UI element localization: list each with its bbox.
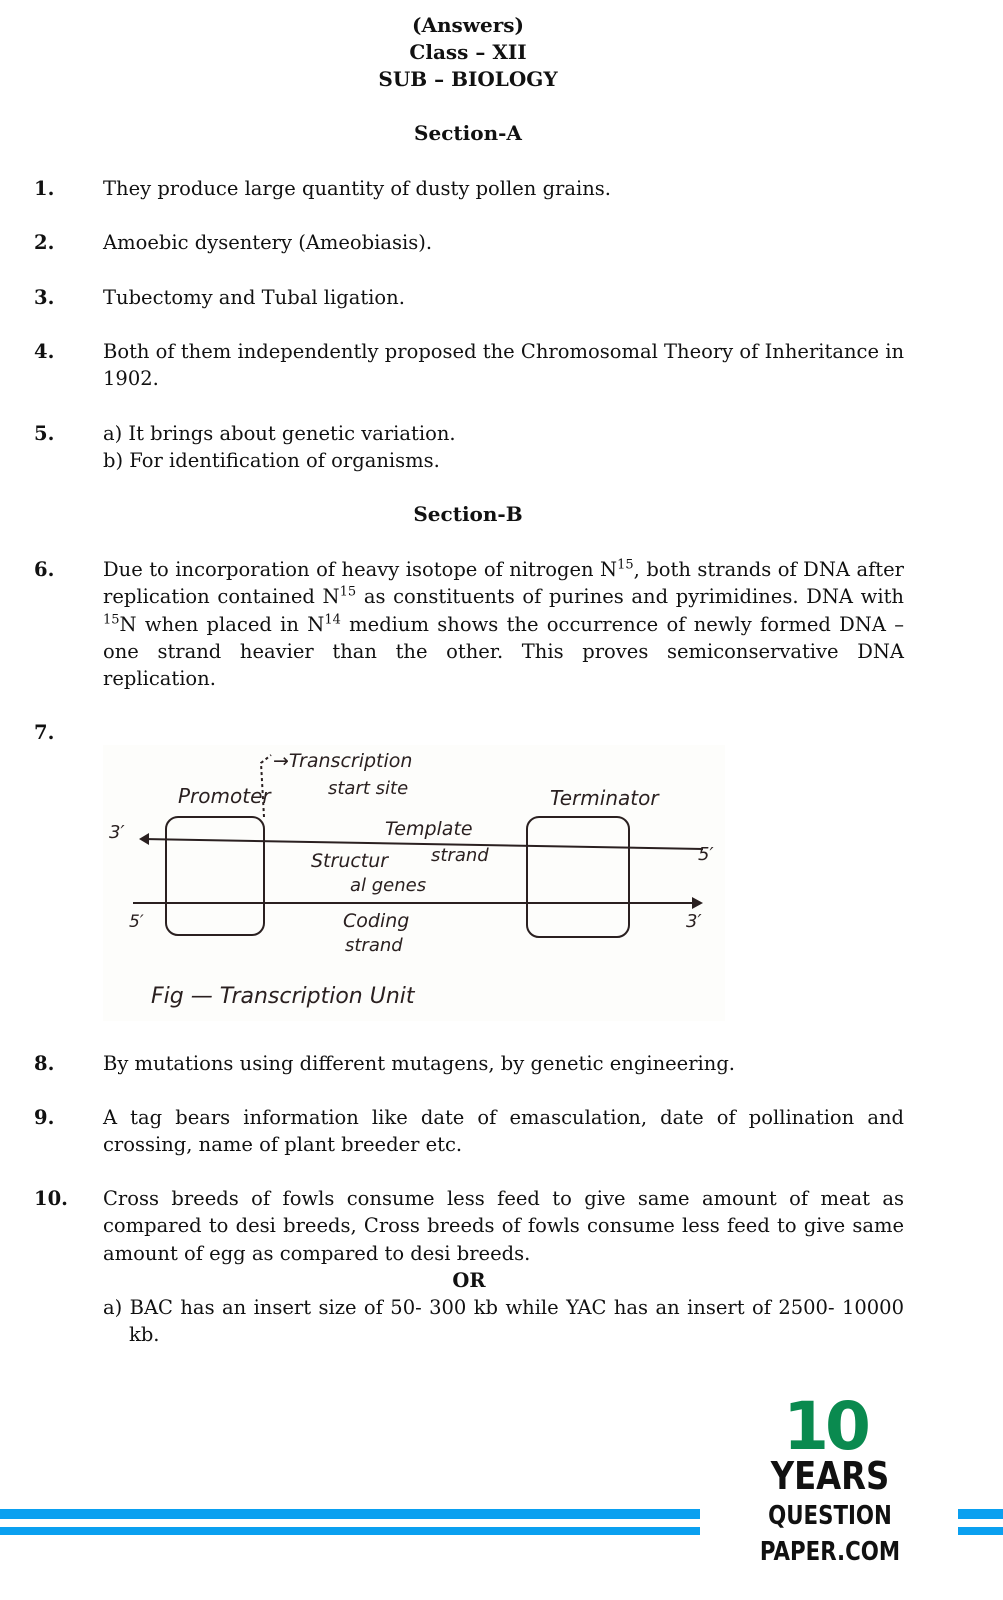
logo-site: QUESTION PAPER.COM: [759, 1501, 901, 1567]
answer-text-a: a) It brings about genetic variation.: [103, 422, 456, 445]
answer-8: [34, 1050, 904, 1077]
promoter-label: Promoter: [178, 784, 271, 808]
answer-text: Both of them independently proposed the Chromosomal Theory of Inheritance in 1902.: [103, 340, 904, 391]
template-label: Template: [385, 818, 473, 840]
figure-caption: Fig — Transcription Unit: [151, 984, 415, 1009]
arrow-left-icon: [139, 833, 149, 845]
answer-text-b: b) For identification of organisms.: [103, 449, 440, 473]
answer-number: 6.: [34, 558, 55, 581]
answer-10: [34, 1185, 904, 1349]
answer-number: 9.: [34, 1106, 55, 1129]
stripe-top-right: [958, 1509, 1003, 1519]
answer-number: 3.: [34, 286, 55, 309]
five-prime-left: 5′: [129, 912, 144, 932]
answer-3: [34, 284, 904, 311]
header-answers: (Answers): [412, 13, 524, 37]
five-prime-right: 5′: [698, 844, 714, 865]
terminator-box: [527, 817, 629, 937]
stripe-bottom-right: [958, 1527, 1003, 1535]
answer-number: 10.: [34, 1187, 68, 1210]
or-label: OR: [452, 1268, 486, 1292]
answer-text: They produce large quantity of dusty pollen grains.: [103, 177, 611, 200]
three-prime-left: 3′: [109, 822, 125, 843]
coding-label-2: strand: [345, 935, 403, 956]
answer-1: [34, 175, 904, 202]
tss-label-2: start site: [328, 778, 409, 799]
arrow-right-icon: [692, 897, 703, 909]
text-part: , both strands of DNA after replication contained N: [103, 558, 904, 609]
superscript: 15: [339, 584, 357, 600]
stripe-top-left: [0, 1509, 700, 1519]
header-class: Class – XII: [409, 40, 527, 64]
text-part: medium shows the occurrence of newly formed DNA – one strand heavier than the other. This proves semiconservative DNA replication.: [103, 612, 904, 691]
terminator-label: Terminator: [550, 786, 659, 810]
superscript: 15: [617, 557, 634, 573]
superscript: 14: [324, 612, 341, 628]
transcription-unit-diagram: [103, 745, 725, 1021]
answer-6: [34, 556, 904, 692]
coding-label: Coding: [343, 910, 410, 932]
answer-text: [103, 556, 904, 692]
answer-5: [34, 420, 904, 475]
text-part: N when placed in N: [119, 612, 325, 636]
section-b-heading: Section-B: [413, 502, 523, 526]
answer-number: 1.: [34, 177, 55, 200]
tss-label: →Transcription: [273, 750, 413, 772]
answer-text-alt: a) BAC has an insert size of 50- 300 kb while YAC has an insert of 2500- 10000 kb.: [103, 1296, 904, 1347]
answer-text: By mutations using different mutagens, by genetic engineering.: [103, 1052, 736, 1075]
superscript: 15: [103, 612, 120, 628]
answer-number: 2.: [34, 231, 55, 254]
template-label-2: strand: [431, 845, 489, 866]
answer-text: Cross breeds of fowls consume less feed to give same amount of meat as compared to desi breeds, Cross breeds of fowls consume less feed to give same amount of egg as compared to desi breeds.: [103, 1187, 904, 1265]
text-part: Due to incorporation of heavy isotope of nitrogen N: [103, 558, 618, 581]
answer-number: 5.: [34, 422, 55, 445]
answer-text: Amoebic dysentery (Ameobiasis).: [103, 231, 433, 254]
answer-number: 7.: [34, 721, 55, 744]
logo-number: 10: [783, 1388, 867, 1465]
three-prime-right: 3′: [686, 911, 702, 932]
answer-4: [34, 338, 904, 393]
answer-number: 8.: [34, 1052, 55, 1075]
text-part: as constituents of purines and pyrimidines. DNA with: [356, 585, 904, 609]
structural-genes-label: Structur: [311, 850, 389, 872]
answer-number: 4.: [34, 340, 55, 363]
answer-2: [34, 229, 904, 256]
template-strand-line: [143, 839, 703, 849]
structural-genes-label-2: al genes: [350, 875, 427, 896]
stripe-bottom-left: [0, 1527, 700, 1535]
promoter-box: [166, 817, 264, 935]
answer-9: [34, 1104, 904, 1159]
answer-text: Tubectomy and Tubal ligation.: [103, 286, 405, 309]
transcription-unit-figure: [103, 745, 725, 1021]
logo-years: YEARS: [770, 1454, 890, 1498]
section-a-heading: Section-A: [414, 121, 522, 145]
header-subject: SUB – BIOLOGY: [378, 67, 558, 91]
answer-text: A tag bears information like date of emasculation, date of pollination and crossing, name of plant breeder etc.: [103, 1106, 904, 1157]
